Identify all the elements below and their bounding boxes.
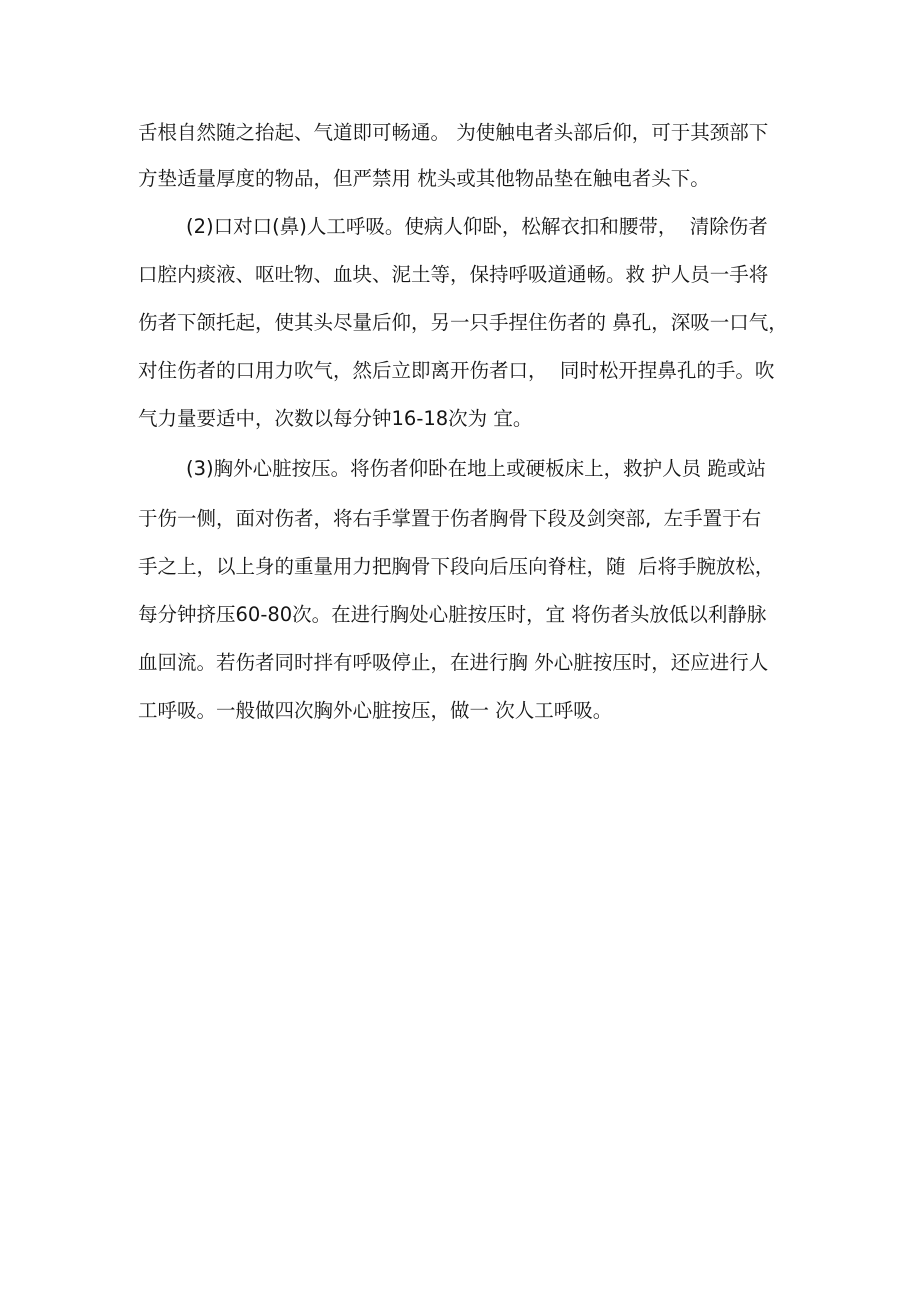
text-line: 工呼吸。一般做四次胸外心脏按压，做一 次人工呼吸。 xyxy=(138,699,613,722)
text-line: 于伤一侧，面对伤者，将右手掌置于伤者胸骨下段及剑突部, 左手置于右 xyxy=(138,507,762,530)
text-line: (2)口对口(鼻)人工呼吸。使病人仰卧，松解衣扣和腰带， 清除伤者 xyxy=(186,215,768,238)
text-line: (3)胸外心脏按压。将伤者仰卧在地上或硬板床上，救护人员 跪或站 xyxy=(186,457,766,480)
text-line: 气力量要适中，次数以每分钟16-18次为 宜。 xyxy=(138,407,533,430)
text-line: 手之上，以上身的重量用力把胸骨下段向后压向脊柱，随 后将手腕放松， xyxy=(138,555,775,578)
text-line: 对住伤者的口用力吹气，然后立即离开伤者口， 同时松开捏鼻孔的手。吹 xyxy=(138,359,775,382)
text-line: 方垫适量厚度的物品，但严禁用 枕头或其他物品垫在触电者头下。 xyxy=(138,167,710,190)
text-line: 口腔内痰液、呕吐物、血块、泥土等，保持呼吸道通畅。救 护人员一手将 xyxy=(138,263,769,286)
text-line: 舌根自然随之抬起、气道即可畅通。 为使触电者头部后仰，可于其颈部下 xyxy=(138,121,769,144)
text-line: 血回流。若伤者同时拌有呼吸停止，在进行胸 外心脏按压时，还应进行人 xyxy=(138,651,769,674)
text-line: 伤者下颌托起，使其头尽量后仰，另一只手捏住伤者的 鼻孔，深吸一口气， xyxy=(138,311,788,334)
text-line: 每分钟挤压60-80次。在进行胸处心脏按压时，宜 将伤者头放低以利静脉 xyxy=(138,603,767,626)
